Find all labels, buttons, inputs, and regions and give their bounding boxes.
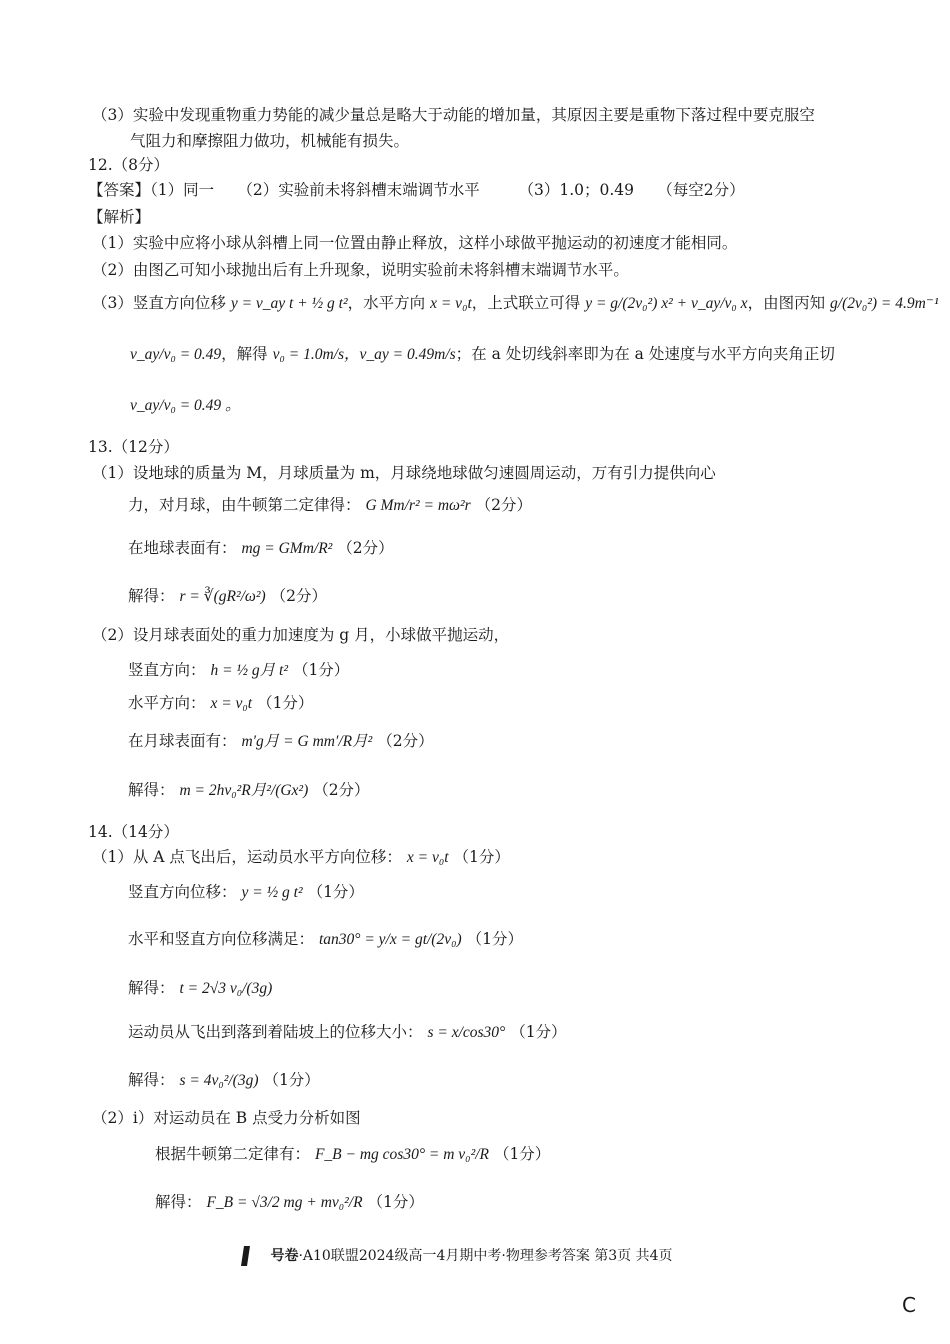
score: （2分） [337,539,394,557]
formula: v_ay/v₀ = 0.49 。 [130,397,241,414]
formula: t = 2√3 v₀/(3g) [179,980,273,997]
text-line [155,1143,550,1166]
text-line [128,730,434,753]
text-segment: ，由图丙知 [747,294,826,312]
text-line [128,692,313,715]
text-segment: 解得： [128,979,175,997]
text-segment: 在地球表面有： [128,539,237,557]
formula: r = ∛(gR²/ω²) [179,588,266,605]
text-line [128,928,523,951]
score: （1分） [263,1071,320,1089]
score: （1分） [257,694,314,712]
text-segment: ，水平方向 [347,294,426,312]
formula: s = x/cos30° [427,1024,506,1041]
text-line [128,659,349,682]
text-line: 气阻力和摩擦阻力做功，机械能有损失。 [130,132,410,150]
text-segment: 解得： [128,1071,175,1089]
text-line: （1）实验中应将小球从斜槽上同一位置由静止释放，这样小球做平抛运动的初速度才能相同。 [92,234,738,252]
text-line [155,1191,424,1214]
text-line [128,537,394,560]
formula: g/(2v₀²) = 4.9m⁻¹ [830,295,939,312]
text-line [128,494,532,517]
formula: F_B = √3/2 mg + mv₀²/R [206,1194,363,1211]
score: （2分） [270,587,327,605]
score: （1分） [466,930,523,948]
text-line [128,1021,567,1044]
text-segment: 竖直方向位移： [128,883,237,901]
formula: m = 2hv₀²R月²/(Gx²) [179,782,309,799]
question-header-12: 12.（8分） [88,156,170,174]
score: （1分） [453,848,510,866]
formula: tan30° = y/x = gt/(2v₀) [318,931,462,948]
text-line [128,1069,320,1092]
score: （1分） [307,883,364,901]
text-line: （3）实验中发现重物重力势能的减少量总是略大于动能的增加量，其原因主要是重物下落过程中要克服空 [92,106,815,124]
score: （1分） [367,1193,424,1211]
text-segment: 竖直方向： [128,661,206,679]
text-line: （2）i）对运动员在 B 点受力分析如图 [92,1109,361,1127]
corner-mark: C [902,1293,916,1317]
text-segment: （1）从 A 点飞出后，运动员水平方向位移： [92,848,402,866]
formula: v₀ = 1.0m/s，v_ay = 0.49m/s [272,346,456,363]
formula: x = v₀t [430,295,472,312]
text-segment: （3）竖直方向位移 [92,294,226,312]
text-line: （2）设月球表面处的重力加速度为 g 月，小球做平抛运动， [92,626,510,644]
text-line [92,846,510,869]
text-line [128,585,327,608]
score: （1分） [510,1023,567,1041]
score: （1分） [493,1145,551,1163]
formula: x = v₀t [406,849,449,866]
score: （2分） [377,732,434,750]
footer-text: ·A10联盟2024级高一4月期中考·物理参考答案 第3页 共4页 [298,1248,673,1264]
text-line: （2）由图乙可知小球抛出后有上升现象，说明实验前未将斜槽末端调节水平。 [92,261,629,279]
formula: G Mm/r² = mω²r [365,497,471,514]
formula: s = 4v₀²/(3g) [179,1072,259,1089]
answer-line: 【答案】（1）同一 （2）实验前未将斜槽末端调节水平 （3）1.0；0.49 （每空2分） [88,181,745,199]
page-footer [238,1244,673,1268]
text-segment: 力，对月球，由牛顿第二定律得： [128,496,361,514]
text-segment: 根据牛顿第二定律有： [155,1145,311,1163]
text-segment: 解得： [128,781,175,799]
formula: m′g月 = G mm′/R月² [241,733,373,750]
text-segment: ，上式联立可得 [471,294,581,312]
brand-logo-icon [238,1244,266,1268]
analysis-3-line [130,343,835,366]
formula: y = g/(2v₀²) x² + v_ay/v₀ x [585,295,748,312]
analysis-3-line [130,394,241,417]
text-segment: 水平和竖直方向位移满足： [128,930,315,948]
formula: F_B − mg cos30° = m v₀²/R [314,1146,489,1163]
score: （1分） [292,661,350,679]
text-line [128,779,370,802]
score: （2分） [313,781,370,799]
text-segment: 解得： [128,587,175,605]
text-segment: ，解得 [221,345,268,363]
question-header-13: 13.（12分） [88,438,179,456]
formula: x = v₀t [210,695,253,712]
text-line [128,977,272,1000]
text-segment: 在月球表面有： [128,732,237,750]
text-line [128,881,364,904]
text-line: （1）设地球的质量为 M，月球质量为 m，月球绕地球做匀速圆周运动，万有引力提供向心 [92,464,716,482]
formula: y = ½ g t² [241,884,303,901]
text-segment: 解得： [155,1193,202,1211]
analysis-3-line [92,292,939,315]
formula: y = v_ay t + ½ g t² [230,295,348,312]
text-segment: ；在 a 处切线斜率即为在 a 处速度与水平方向夹角正切 [455,345,835,363]
formula: mg = GMm/R² [241,540,333,557]
formula: v_ay/v₀ = 0.49 [130,346,222,363]
score: （2分） [475,496,532,514]
text-segment: 水平方向： [128,694,206,712]
brand-name: 号卷 [270,1248,299,1264]
text-segment: 运动员从飞出到落到着陆坡上的位移大小： [128,1023,423,1041]
analysis-header: 【解析】 [88,208,151,226]
formula: h = ½ g月 t² [210,662,288,679]
question-header-14: 14.（14分） [88,823,179,841]
